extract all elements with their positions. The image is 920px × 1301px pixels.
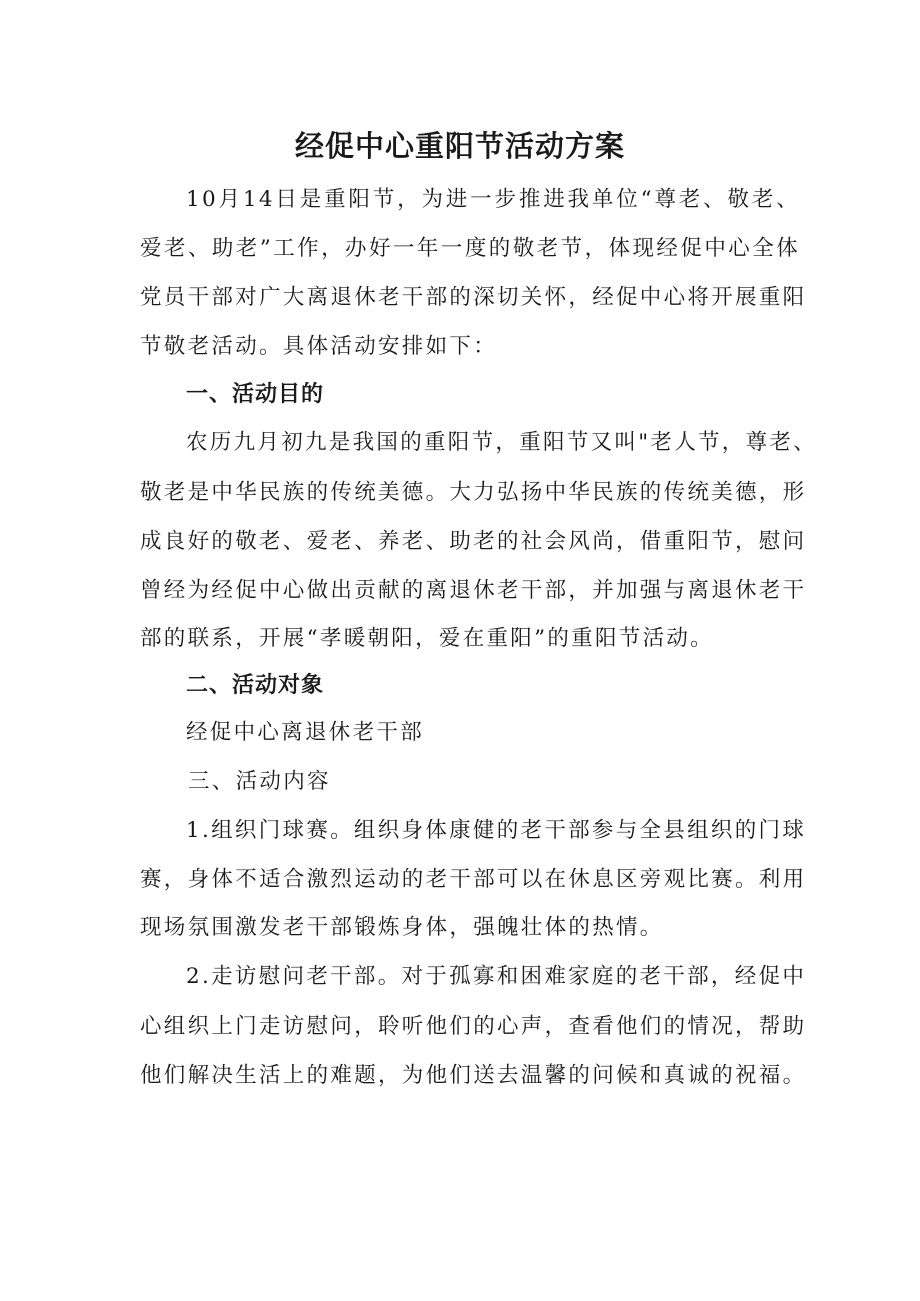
intro-line: 党员干部对广大离退休老干部的深切关怀，经促中心将开展重阳 [140, 285, 807, 310]
section2-text: 经促中心离退休老干部 [186, 720, 425, 745]
section1-line: 敬老是中华民族的传统美德。大力弘扬中华民族的传统美德，形 [140, 480, 807, 505]
section1-line: 成良好的敬老、爱老、养老、助老的社会风尚，借重阳节，慰问 [140, 529, 807, 554]
item1-line: 赛，身体不适合激烈运动的老干部可以在休息区旁观比赛。利用 [140, 867, 807, 892]
intro-line: 10月14日是重阳节，为进一步推进我单位“尊老、敬老、 [186, 187, 800, 212]
section1-line: 曾经为经促中心做出贡献的离退休老干部，并加强与离退休老干 [140, 578, 807, 603]
section-heading-content: 三、活动内容 [188, 769, 331, 794]
item2-line: 2.走访慰问老干部。对于孤寡和困难家庭的老干部，经促中 [186, 964, 807, 989]
item2-line: 心组织上门走访慰问，聆听他们的心声，查看他们的情况，帮助 [140, 1014, 807, 1039]
item1-line: 现场氛围激发老干部锻炼身体，强魄壮体的热情。 [140, 915, 664, 940]
item1-line: 1.组织门球赛。组织身体康健的老干部参与全县组织的门球 [186, 818, 807, 843]
section-heading-audience: 二、活动对象 [186, 673, 325, 698]
intro-line: 爱老、助老”工作，办好一年一度的敬老节，体现经促中心全体 [140, 236, 800, 261]
document-title: 经促中心重阳节活动方案 [294, 129, 625, 163]
section-heading-purpose: 一、活动目的 [186, 382, 325, 407]
section1-line: 部的联系，开展“孝暖朝阳，爱在重阳”的重阳节活动。 [140, 626, 714, 651]
intro-line: 节敬老活动。具体活动安排如下： [140, 334, 498, 359]
section1-line: 农历九月初九是我国的重阳节，重阳节又叫"老人节，尊老、 [186, 430, 817, 455]
item2-line: 他们解决生活上的难题，为他们送去温馨的问候和真诚的祝福。 [140, 1063, 807, 1088]
